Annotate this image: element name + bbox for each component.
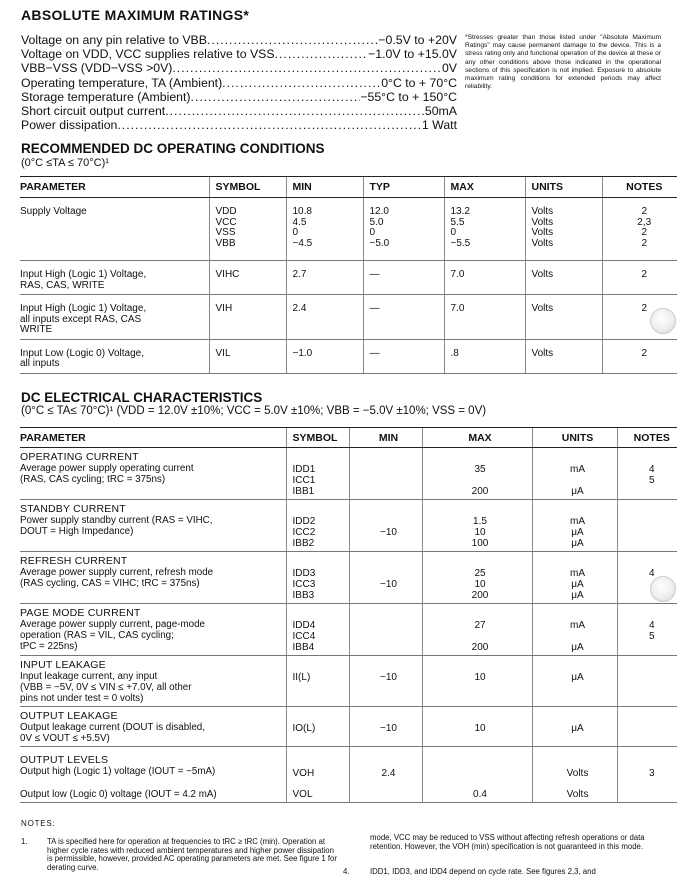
param-line: RAS, CAS, WRITE <box>20 279 105 291</box>
rating-label: Voltage on any pin relative to VBB <box>21 33 207 47</box>
max-cell <box>422 707 532 747</box>
units-value: μA <box>571 486 584 497</box>
param-name: OUTPUT LEVELS <box>20 754 109 766</box>
note-4-number: 4. <box>343 867 350 876</box>
notes-value: 2,3 <box>637 216 652 228</box>
param-name: OPERATING CURRENT <box>20 451 139 463</box>
sym-cell: VIL <box>209 339 286 373</box>
max-value: 13.2 <box>450 206 470 217</box>
param-desc: Output leakage current (DOUT is disabled, <box>20 722 205 733</box>
notes-value <box>624 672 677 683</box>
table-header-row <box>20 428 677 448</box>
min-value: −10 <box>380 527 397 538</box>
table-row <box>20 339 677 373</box>
table-row <box>20 604 677 656</box>
leader-dots <box>207 33 378 47</box>
notes-value <box>624 527 677 538</box>
min-cell: 2.7 <box>286 261 363 295</box>
units-value <box>539 475 617 486</box>
min-cell <box>349 604 422 656</box>
units-cell <box>532 552 617 604</box>
min-cell <box>349 707 422 747</box>
units-cell <box>532 604 617 656</box>
table-row <box>20 781 677 803</box>
symbol-value: ICC3 <box>292 579 316 590</box>
units-cell: Volts <box>532 781 617 803</box>
sym-cell: VOH <box>286 747 349 782</box>
units-value: μA <box>571 590 584 601</box>
symbol-cell <box>286 552 349 604</box>
rating-row <box>21 118 457 132</box>
sym-value: VSS <box>215 227 236 238</box>
table-row <box>20 295 677 340</box>
abs-max-list <box>21 33 457 132</box>
min-value <box>356 631 422 642</box>
max-value <box>429 475 532 486</box>
min-value: 0 <box>292 227 299 238</box>
notes-cell <box>617 500 677 552</box>
min-value <box>356 486 422 497</box>
notes-value <box>624 538 677 549</box>
units-value: μA <box>571 672 584 683</box>
sym-value: VDD <box>215 206 237 217</box>
rec-dc-condition: (0°C ≤TA ≤ 70°C)¹ <box>21 157 109 169</box>
symbol-cell <box>286 656 349 707</box>
rec-dc-title: RECOMMENDED DC OPERATING CONDITIONS <box>21 141 325 156</box>
notes-cell: 2 <box>602 261 677 295</box>
max-cell <box>422 552 532 604</box>
param-desc: (VBB = −5V, 0V ≤ VIN ≤ +7.0V, all other <box>20 682 192 693</box>
param-desc: Power supply standby current (RAS = VIHC, <box>20 515 213 526</box>
max-cell <box>444 198 525 261</box>
param-desc: operation (RAS = VIL, CAS cycling; <box>20 630 174 641</box>
units-cell <box>532 500 617 552</box>
rating-value: −55°C to + 150°C <box>360 89 457 104</box>
units-value: μA <box>571 723 584 734</box>
col-max: MAX <box>444 177 525 198</box>
max-cell: 7.0 <box>444 295 525 340</box>
param-desc: Average power supply current, refresh mode <box>20 567 214 578</box>
param-desc: Output low (Logic 0) voltage (IOUT = 4.2 mA) <box>20 781 286 803</box>
symbol-value: ICC2 <box>292 527 316 538</box>
param-name: REFRESH CURRENT <box>20 555 128 567</box>
units-value <box>539 631 617 642</box>
units-cell <box>532 656 617 707</box>
notes-cell <box>617 448 677 500</box>
symbol-value: IBB4 <box>292 642 315 653</box>
units-cell: Volts <box>525 261 602 295</box>
param-cell <box>20 500 286 552</box>
notes-value <box>624 723 677 734</box>
col-notes: NOTES <box>602 177 677 198</box>
param-desc: (RAS, CAS cycling; tRC = 375ns) <box>20 474 166 485</box>
abs-max-note: *Stresses greater than those listed under "Absolute Maximum Ratings" may cause permanent damage to the device. This is a stress rating only and functional operation of the device at these or any other conditions above those indicated in the operational sections of this specification is not implied. Exposure to absolute maximum rating conditions for extended periods may affect reliability. <box>465 34 661 91</box>
min-cell <box>286 198 363 261</box>
units-cell: Volts <box>525 295 602 340</box>
dc-elec-title: DC ELECTRICAL CHARACTERISTICS <box>21 390 263 405</box>
units-cell: Volts <box>525 339 602 373</box>
table-row <box>20 448 677 500</box>
max-value: 10 <box>474 579 486 590</box>
notes-cell <box>617 781 677 803</box>
max-value: 5.5 <box>450 216 465 228</box>
min-cell <box>349 781 422 803</box>
param-line: WRITE <box>20 324 53 335</box>
param-cell <box>20 339 209 373</box>
col-symbol: SYMBOL <box>209 177 286 198</box>
symbol-cell <box>286 604 349 656</box>
param-name: STANDBY CURRENT <box>20 503 126 515</box>
min-cell <box>349 500 422 552</box>
min-value <box>356 475 422 486</box>
leader-dots <box>117 118 422 132</box>
param-desc: Average power supply operating current <box>20 463 194 474</box>
sym-cell: VIHC <box>209 261 286 295</box>
symbol-value: IDD2 <box>292 516 316 527</box>
min-cell: 2.4 <box>286 295 363 340</box>
leader-dots <box>172 61 442 75</box>
rating-label: Power dissipation <box>21 118 118 133</box>
table-row <box>20 198 677 261</box>
table-row <box>20 552 677 604</box>
units-cell: Volts <box>532 747 617 782</box>
min-value <box>356 538 422 549</box>
table-header-row <box>20 177 677 198</box>
note-4-text: IDD1, IDD3, and IDD4 depend on cycle rate. See figures 2,3, and <box>370 867 596 876</box>
symbol-value: IBB3 <box>292 590 315 601</box>
units-value: Volts <box>531 206 554 217</box>
col-notes: NOTES <box>617 428 677 448</box>
units-value: mA <box>570 464 585 475</box>
notes-value: 4 <box>648 620 655 631</box>
max-value: 200 <box>471 642 489 653</box>
notes-heading: NOTES: <box>21 819 56 828</box>
min-value <box>356 620 422 631</box>
col-max: MAX <box>422 428 532 448</box>
min-cell: 2.4 <box>349 747 422 782</box>
dc-elec-condition: (0°C ≤ TA≤ 70°C)¹ (VDD = 12.0V ±10%; VCC = 5.0V ±10%; VBB = −5.0V ±10%; VSS = 0V) <box>21 405 487 417</box>
param-cell <box>20 448 286 500</box>
min-value <box>356 590 422 601</box>
notes-cell: 2 <box>602 339 677 373</box>
min-cell <box>349 448 422 500</box>
param-desc: Average power supply current, page-mode <box>20 619 205 630</box>
note-1-text: TA is specified here for operation at frequencies to tRC ≥ tRC (min). Operation at higher cycle rates with reduced ambient temperatures and higher power dissipation is permissible, however, provided AC operating parameters are met. See figure 1 for derating curve. <box>47 837 337 872</box>
sym-cell: VIH <box>209 295 286 340</box>
notes-cell: 2 <box>602 295 677 340</box>
min-value: −10 <box>380 579 397 590</box>
notes-cell <box>617 707 677 747</box>
max-cell <box>422 747 532 782</box>
note-1 <box>21 838 337 872</box>
rating-value: −1.0V to +15.0V <box>368 47 457 62</box>
param-line: all inputs <box>20 358 60 369</box>
symbol-value: IDD4 <box>292 620 316 631</box>
min-value: −10 <box>380 672 397 683</box>
binder-hole-icon <box>650 308 676 334</box>
typ-cell: — <box>363 339 444 373</box>
typ-cell: — <box>363 261 444 295</box>
param-cell <box>20 295 209 340</box>
max-value: 25 <box>474 568 486 579</box>
table-row <box>20 500 677 552</box>
param-desc: (RAS cycling, CAS = VIHC; tRC = 375ns) <box>20 578 200 589</box>
notes-value: 2 <box>641 206 648 217</box>
notes-cell <box>617 656 677 707</box>
rating-label: VBB−VSS (VDD−VSS >0V) <box>21 61 173 76</box>
symbol-value: IBB1 <box>292 486 315 497</box>
min-value <box>356 464 422 475</box>
abs-max-title: ABSOLUTE MAXIMUM RATINGS* <box>21 7 250 23</box>
table-row <box>20 656 677 707</box>
param-line: all inputs except RAS, CAS <box>20 313 142 325</box>
min-cell: −1.0 <box>286 339 363 373</box>
units-value: mA <box>570 516 585 527</box>
symbol-cell <box>286 448 349 500</box>
typ-value: 12.0 <box>369 206 389 217</box>
notes-value <box>624 486 677 497</box>
units-value: mA <box>570 568 585 579</box>
max-value: 200 <box>471 590 489 601</box>
max-value: 35 <box>474 464 486 475</box>
rating-row <box>21 47 457 61</box>
min-value: 10.8 <box>292 206 312 217</box>
symbol-value: IDD3 <box>292 568 316 579</box>
leader-dots <box>275 47 369 61</box>
leader-dots <box>222 76 381 90</box>
typ-value: 5.0 <box>369 216 384 228</box>
symbol-value: ICC1 <box>292 475 316 486</box>
note-1-number: 1. <box>21 837 28 846</box>
leader-dots <box>191 90 361 104</box>
typ-value: −5.0 <box>369 237 390 249</box>
rating-value: 0°C to + 70°C <box>381 75 457 90</box>
typ-cell <box>363 198 444 261</box>
param-name: INPUT LEAKAGE <box>20 659 106 671</box>
rating-value: 50mA <box>424 104 457 119</box>
units-value: μA <box>571 538 584 549</box>
param-desc: pins not under test = 0 volts) <box>20 693 144 704</box>
notes-cell <box>602 198 677 261</box>
col-symbol: SYMBOL <box>286 428 349 448</box>
param-cell <box>20 604 286 656</box>
rating-row <box>21 90 457 104</box>
note-3-continued: mode, VCC may be reduced to VSS without affecting refresh operations or data retention. However, the VOH (min) specification is not guaranteed in this mode. <box>370 833 645 851</box>
notes-value: 5 <box>648 475 655 486</box>
max-cell: 7.0 <box>444 261 525 295</box>
col-typ: TYP <box>363 177 444 198</box>
rating-label: Operating temperature, TA (Ambient) <box>21 75 223 90</box>
col-units: UNITS <box>525 177 602 198</box>
rating-row <box>21 76 457 90</box>
param-desc: DOUT = High Impedance) <box>20 526 134 537</box>
rating-label: Short circuit output current <box>21 104 166 119</box>
rating-value: −0.5V to +20V <box>378 33 457 47</box>
table-row <box>20 707 677 747</box>
symbol-value: IDD1 <box>292 464 316 475</box>
param-desc: 0V ≤ VOUT ≤ +5.5V) <box>20 733 110 744</box>
max-value: 100 <box>471 538 489 549</box>
max-value: 200 <box>471 486 489 497</box>
notes-value: 2 <box>641 227 648 238</box>
min-value <box>356 642 422 653</box>
symbol-cell <box>286 707 349 747</box>
units-value: mA <box>570 620 585 631</box>
notes-value: 2 <box>641 237 648 249</box>
param-cell <box>20 656 286 707</box>
symbol-value: II(L) <box>292 672 311 683</box>
sym-value: VBB <box>215 237 236 249</box>
min-value: 4.5 <box>292 216 307 228</box>
rating-label: Storage temperature (Ambient) <box>21 89 191 104</box>
notes-value <box>624 516 677 527</box>
max-cell <box>422 500 532 552</box>
col-min: MIN <box>286 177 363 198</box>
notes-cell: 3 <box>617 747 677 782</box>
max-cell <box>422 604 532 656</box>
units-value: Volts <box>531 227 554 238</box>
symbol-value: IO(L) <box>292 723 316 734</box>
note-4 <box>343 867 673 876</box>
notes-value: 4 <box>648 568 655 579</box>
max-cell <box>422 656 532 707</box>
units-value: μA <box>571 642 584 653</box>
rating-label: Voltage on VDD, VCC supplies relative to VSS <box>21 47 275 62</box>
units-cell <box>532 448 617 500</box>
param-line: Input Low (Logic 0) Voltage, <box>20 347 144 359</box>
notes-value: 5 <box>648 631 655 642</box>
symbol-value: IBB2 <box>292 538 315 549</box>
min-cell <box>349 656 422 707</box>
param-desc: Input leakage current, any input <box>20 671 158 682</box>
max-value: 0 <box>450 227 457 238</box>
notes-cell <box>617 604 677 656</box>
param-cell <box>20 747 286 782</box>
max-cell: 0.4 <box>422 781 532 803</box>
rating-row <box>21 61 457 75</box>
max-value: 10 <box>474 723 486 734</box>
units-value: Volts <box>531 237 554 249</box>
min-value <box>356 568 422 579</box>
sym-cell <box>209 198 286 261</box>
binder-hole-icon <box>650 576 676 602</box>
param-cell <box>20 552 286 604</box>
param-cell: Supply Voltage <box>20 198 209 261</box>
max-value: 1.5 <box>473 516 487 527</box>
min-value: −10 <box>380 723 397 734</box>
typ-value: 0 <box>369 227 376 238</box>
units-cell <box>532 707 617 747</box>
max-value <box>429 631 532 642</box>
units-value: μA <box>571 527 584 538</box>
param-name: PAGE MODE CURRENT <box>20 607 141 619</box>
units-cell <box>525 198 602 261</box>
max-cell <box>422 448 532 500</box>
units-value: Volts <box>531 216 554 228</box>
col-min: MIN <box>349 428 422 448</box>
param-cell <box>20 261 209 295</box>
symbol-cell <box>286 500 349 552</box>
param-desc: Output high (Logic 1) voltage (IOUT = −5mA) <box>20 766 216 777</box>
sym-value: VCC <box>215 216 237 228</box>
param-line: Input High (Logic 1) Voltage, <box>20 303 147 314</box>
max-value: 10 <box>474 527 486 538</box>
param-cell <box>20 707 286 747</box>
rating-value: 0V <box>441 61 457 76</box>
dc-elec-table <box>20 427 677 803</box>
max-cell: .8 <box>444 339 525 373</box>
notes-value: 4 <box>648 464 655 475</box>
col-parameter: PARAMETER <box>20 177 209 198</box>
notes-value <box>624 642 677 653</box>
rating-row <box>21 104 457 118</box>
symbol-value: ICC4 <box>292 631 316 642</box>
units-value: μA <box>571 579 584 590</box>
max-value: 10 <box>474 672 486 683</box>
col-parameter: PARAMETER <box>20 428 286 448</box>
typ-cell: — <box>363 295 444 340</box>
rec-dc-table <box>20 176 677 374</box>
min-value <box>356 516 422 527</box>
param-name: OUTPUT LEAKAGE <box>20 710 118 722</box>
max-value: 27 <box>474 620 486 631</box>
min-cell <box>349 552 422 604</box>
param-desc: tPC = 225ns) <box>20 641 78 652</box>
max-value: −5.5 <box>450 237 471 249</box>
rating-value: 1 Watt <box>421 118 457 133</box>
rating-row <box>21 33 457 47</box>
sym-cell: VOL <box>286 781 349 803</box>
min-value: −4.5 <box>292 237 313 249</box>
leader-dots <box>165 104 425 118</box>
table-row <box>20 261 677 295</box>
table-row <box>20 747 677 782</box>
col-units: UNITS <box>532 428 617 448</box>
param-line: Input High (Logic 1) Voltage, <box>20 269 147 280</box>
